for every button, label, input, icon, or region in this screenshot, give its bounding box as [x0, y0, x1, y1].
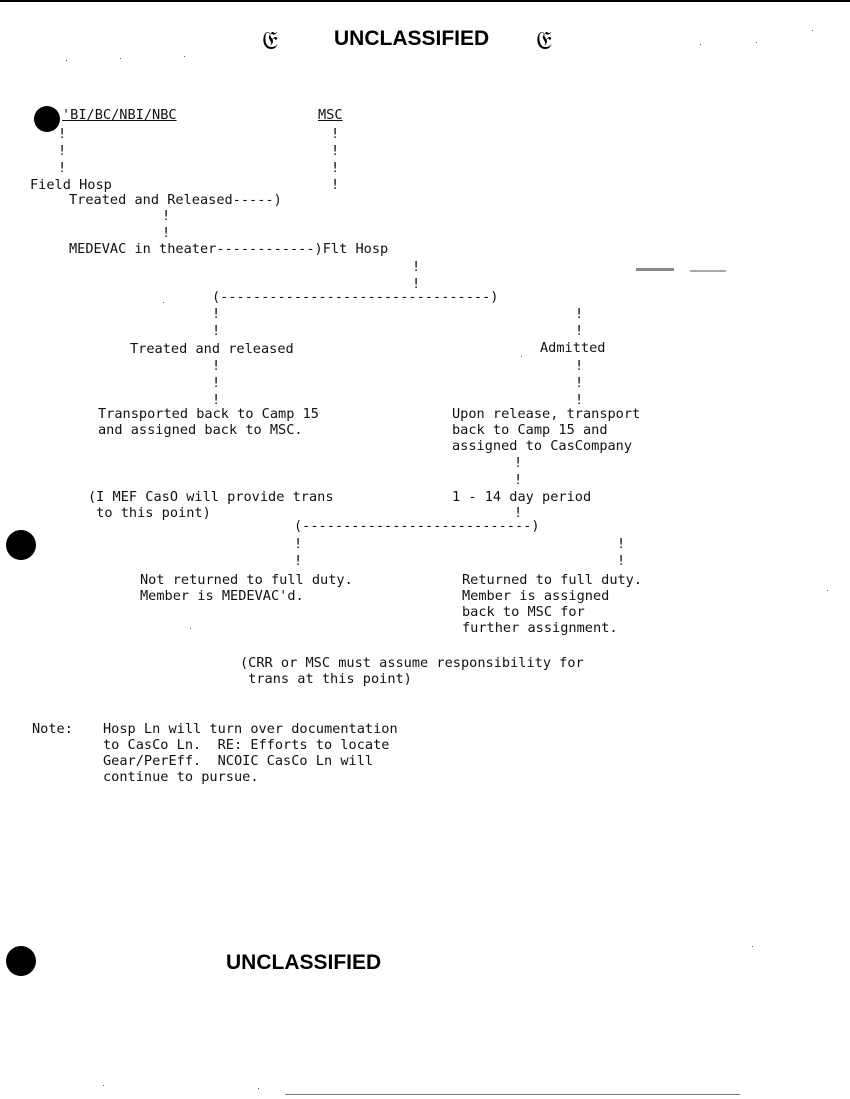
left-branch-title: Treated and released	[130, 341, 294, 357]
header-left-category: 'BI/BC/NBI/NBC	[62, 107, 177, 123]
connector-left-outcome: ! ! !	[212, 358, 221, 408]
punch-hole-dot-icon	[6, 946, 36, 976]
scan-speck	[812, 30, 813, 31]
mef-note-line-1: (I MEF CasO will provide trans	[88, 489, 334, 505]
connector-returned: ! !	[617, 536, 626, 569]
header-right-msc: MSC	[318, 107, 343, 123]
scan-smudge	[636, 268, 674, 271]
note-line-2: to CasCo Ln. RE: Efforts to locate	[103, 737, 390, 753]
not-returned-line-2: Member is MEDEVAC'd.	[140, 588, 304, 604]
scan-speck	[521, 356, 522, 357]
connector-casco: ! !	[514, 455, 523, 488]
connector-right-top: ! ! ! !	[331, 126, 340, 193]
scan-speck	[120, 58, 121, 59]
note-label: Note:	[32, 721, 73, 737]
scan-speck	[103, 1085, 104, 1086]
field-hosp-label: Field Hosp	[30, 177, 112, 193]
right-outcome-line-3: assigned to CasCompany	[452, 438, 633, 454]
connector-left-branch: ! !	[212, 306, 221, 339]
classification-bottom: UNCLASSIFIED	[226, 951, 382, 974]
returned-line-2: Member is assigned	[462, 588, 610, 604]
scan-speck	[66, 60, 67, 61]
scan-smudge	[690, 270, 726, 272]
returned-line-1: Returned to full duty.	[462, 572, 643, 588]
scan-speck	[190, 628, 191, 629]
punch-hole-dot-icon	[34, 106, 60, 132]
period-label: 1 - 14 day period	[452, 489, 592, 505]
not-returned-line-1: Not returned to full duty.	[140, 572, 353, 588]
right-branch-title: Admitted	[540, 340, 606, 356]
connector-period: !	[514, 505, 523, 521]
classification-top: UNCLASSIFIED	[334, 27, 490, 50]
right-outcome-line-1: Upon release, transport	[452, 406, 641, 422]
top-border-line	[0, 0, 850, 2]
punch-hole-dot-icon	[6, 530, 36, 560]
scan-speck	[752, 946, 753, 947]
note-line-3: Gear/PerEff. NCOIC CasCo Ln will	[103, 753, 374, 769]
split-bracket-one: (---------------------------------)	[212, 289, 499, 305]
left-outcome-line-1: Transported back to Camp 15	[98, 406, 319, 422]
scan-speck	[184, 56, 185, 57]
crr-note-line-2: trans at this point)	[240, 671, 412, 687]
connector-flt-hosp: ! !	[412, 259, 421, 292]
bottom-scan-line	[285, 1094, 740, 1095]
medevac-flt-hosp-line: MEDEVAC in theater------------)Flt Hosp	[69, 241, 389, 257]
left-outcome-line-2: and assigned back to MSC.	[98, 422, 303, 438]
returned-line-4: further assignment.	[462, 620, 618, 636]
scan-speck	[756, 42, 757, 43]
right-seal-mark-icon: 𝔈	[536, 26, 552, 56]
returned-line-3: back to MSC for	[462, 604, 585, 620]
connector-right-outcome: ! ! !	[575, 358, 584, 408]
split-bracket-two: (----------------------------)	[294, 518, 540, 534]
treated-released-top: Treated and Released-----)	[69, 192, 282, 208]
scan-speck	[163, 302, 164, 303]
connector-not-returned: ! !	[294, 536, 303, 569]
scan-speck	[700, 44, 701, 45]
scan-speck	[827, 590, 828, 591]
crr-note-line-1: (CRR or MSC must assume responsibility for	[240, 655, 584, 671]
right-outcome-line-2: back to Camp 15 and	[452, 422, 608, 438]
scan-speck	[258, 1088, 259, 1089]
connector-right-branch: ! !	[575, 306, 584, 339]
note-line-1: Hosp Ln will turn over documentation	[103, 721, 398, 737]
mef-note-line-2: to this point)	[88, 505, 211, 521]
left-seal-mark-icon: 𝔈	[262, 26, 278, 56]
connector-left-top: ! ! !	[58, 126, 67, 176]
connector-center-mid: ! !	[162, 208, 171, 241]
note-line-4: continue to pursue.	[103, 769, 259, 785]
